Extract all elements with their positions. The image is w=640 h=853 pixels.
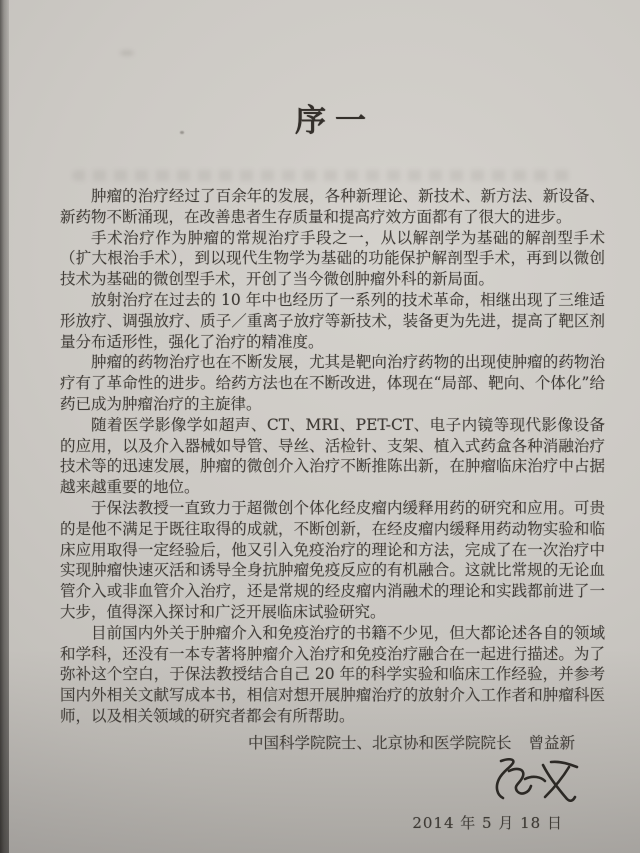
page-title: 序一: [295, 103, 375, 139]
paragraph-5: 随着医学影像学如超声、CT、MRI、PET-CT、电子内镜等现代影像设备的应用，以及介入器械如导管、导丝、活检针、支架、植入式药盒各种消融治疗技术等的迅速发展，肿瘤的微创介入治疗不断推陈出新，在肿瘤临床治疗中占据越来越重要的地位。: [60, 415, 605, 497]
handwritten-signature-icon: [487, 755, 583, 807]
signer-title: 中国科学院院士、北京协和医学院院长: [247, 733, 512, 752]
paragraph-6: 于保法教授一直致力于超微创个体化经皮瘤内缓释用药的研究和应用。可贵的是他不满足于既往取得的成就，不断创新，在经皮瘤内缓释用药动物实验和临床应用取得一定经验后，他又引入免疫治疗的理论和方法，完成了在一次治疗中实现肿瘤快速灭活和诱导全身抗肿瘤免疫反应的有机融合。这就比常规的无论血管介入或非血管介入治疗，还是常规的经皮瘤内消融术的理论和实践都前进了一大步，值得深入探讨和广泛开展临床试验研究。: [60, 498, 605, 621]
paper-smudge: [120, 50, 134, 56]
signature-area: [60, 754, 605, 806]
paragraph-2: 手术治疗作为肿瘤的常规治疗手段之一，从以解剖学为基础的解剖型手术（扩大根治手术），到以现代生物学为基础的功能保护解剖型手术，再到以微创技术为基础的微创型手术，开创了当今微创肿瘤外科的新局面。: [60, 228, 605, 289]
reverse-text-showthrough: [72, 170, 572, 181]
preface-body: [60, 186, 605, 833]
page-edge-shadow: [0, 0, 9, 853]
signoff-line: [60, 733, 605, 754]
paragraph-4: 肿瘤的药物治疗也在不断发展，尤其是靶向治疗药物的出现使肿瘤的药物治疗有了革命性的进步。给药方法也在不断改进，体现在“局部、靶向、个体化”给药已成为肿瘤治疗的主旋律。: [60, 353, 605, 413]
paragraph-1: 肿瘤的治疗经过了百余年的发展，各种新理论、新技术、新方法、新设备、新药物不断涌现，在改善患者生存质量和提高疗效方面都有了很大的进步。: [60, 187, 605, 226]
date-line: 2014 年 5 月 18 日: [412, 813, 563, 832]
signer-name: 曾益新: [528, 733, 575, 752]
paragraph-3: 放射治疗在过去的 10 年中也经历了一系列的技术革命，相继出现了三维适形放疗、调强放疗、质子／重离子放疗等新技术，装备更为先进，提高了靶区剂量分布适形性，强化了治疗的精准度。: [60, 290, 605, 351]
paragraph-7: 目前国内外关于肿瘤介入和免疫治疗的书籍不少见，但大都论述各自的领域和学科，还没有一本专著将肿瘤介入治疗和免疫治疗融合在一起进行描述。为了弥补这个空白，于保法教授结合自己 20 年的科学实验和临床工作经验，并参考国内外相关文献写成本书，相信对想开展肿瘤治疗的放射介入工作者和肿瘤科医师，以及相关领域的研究者都会有所帮助。: [60, 623, 605, 725]
